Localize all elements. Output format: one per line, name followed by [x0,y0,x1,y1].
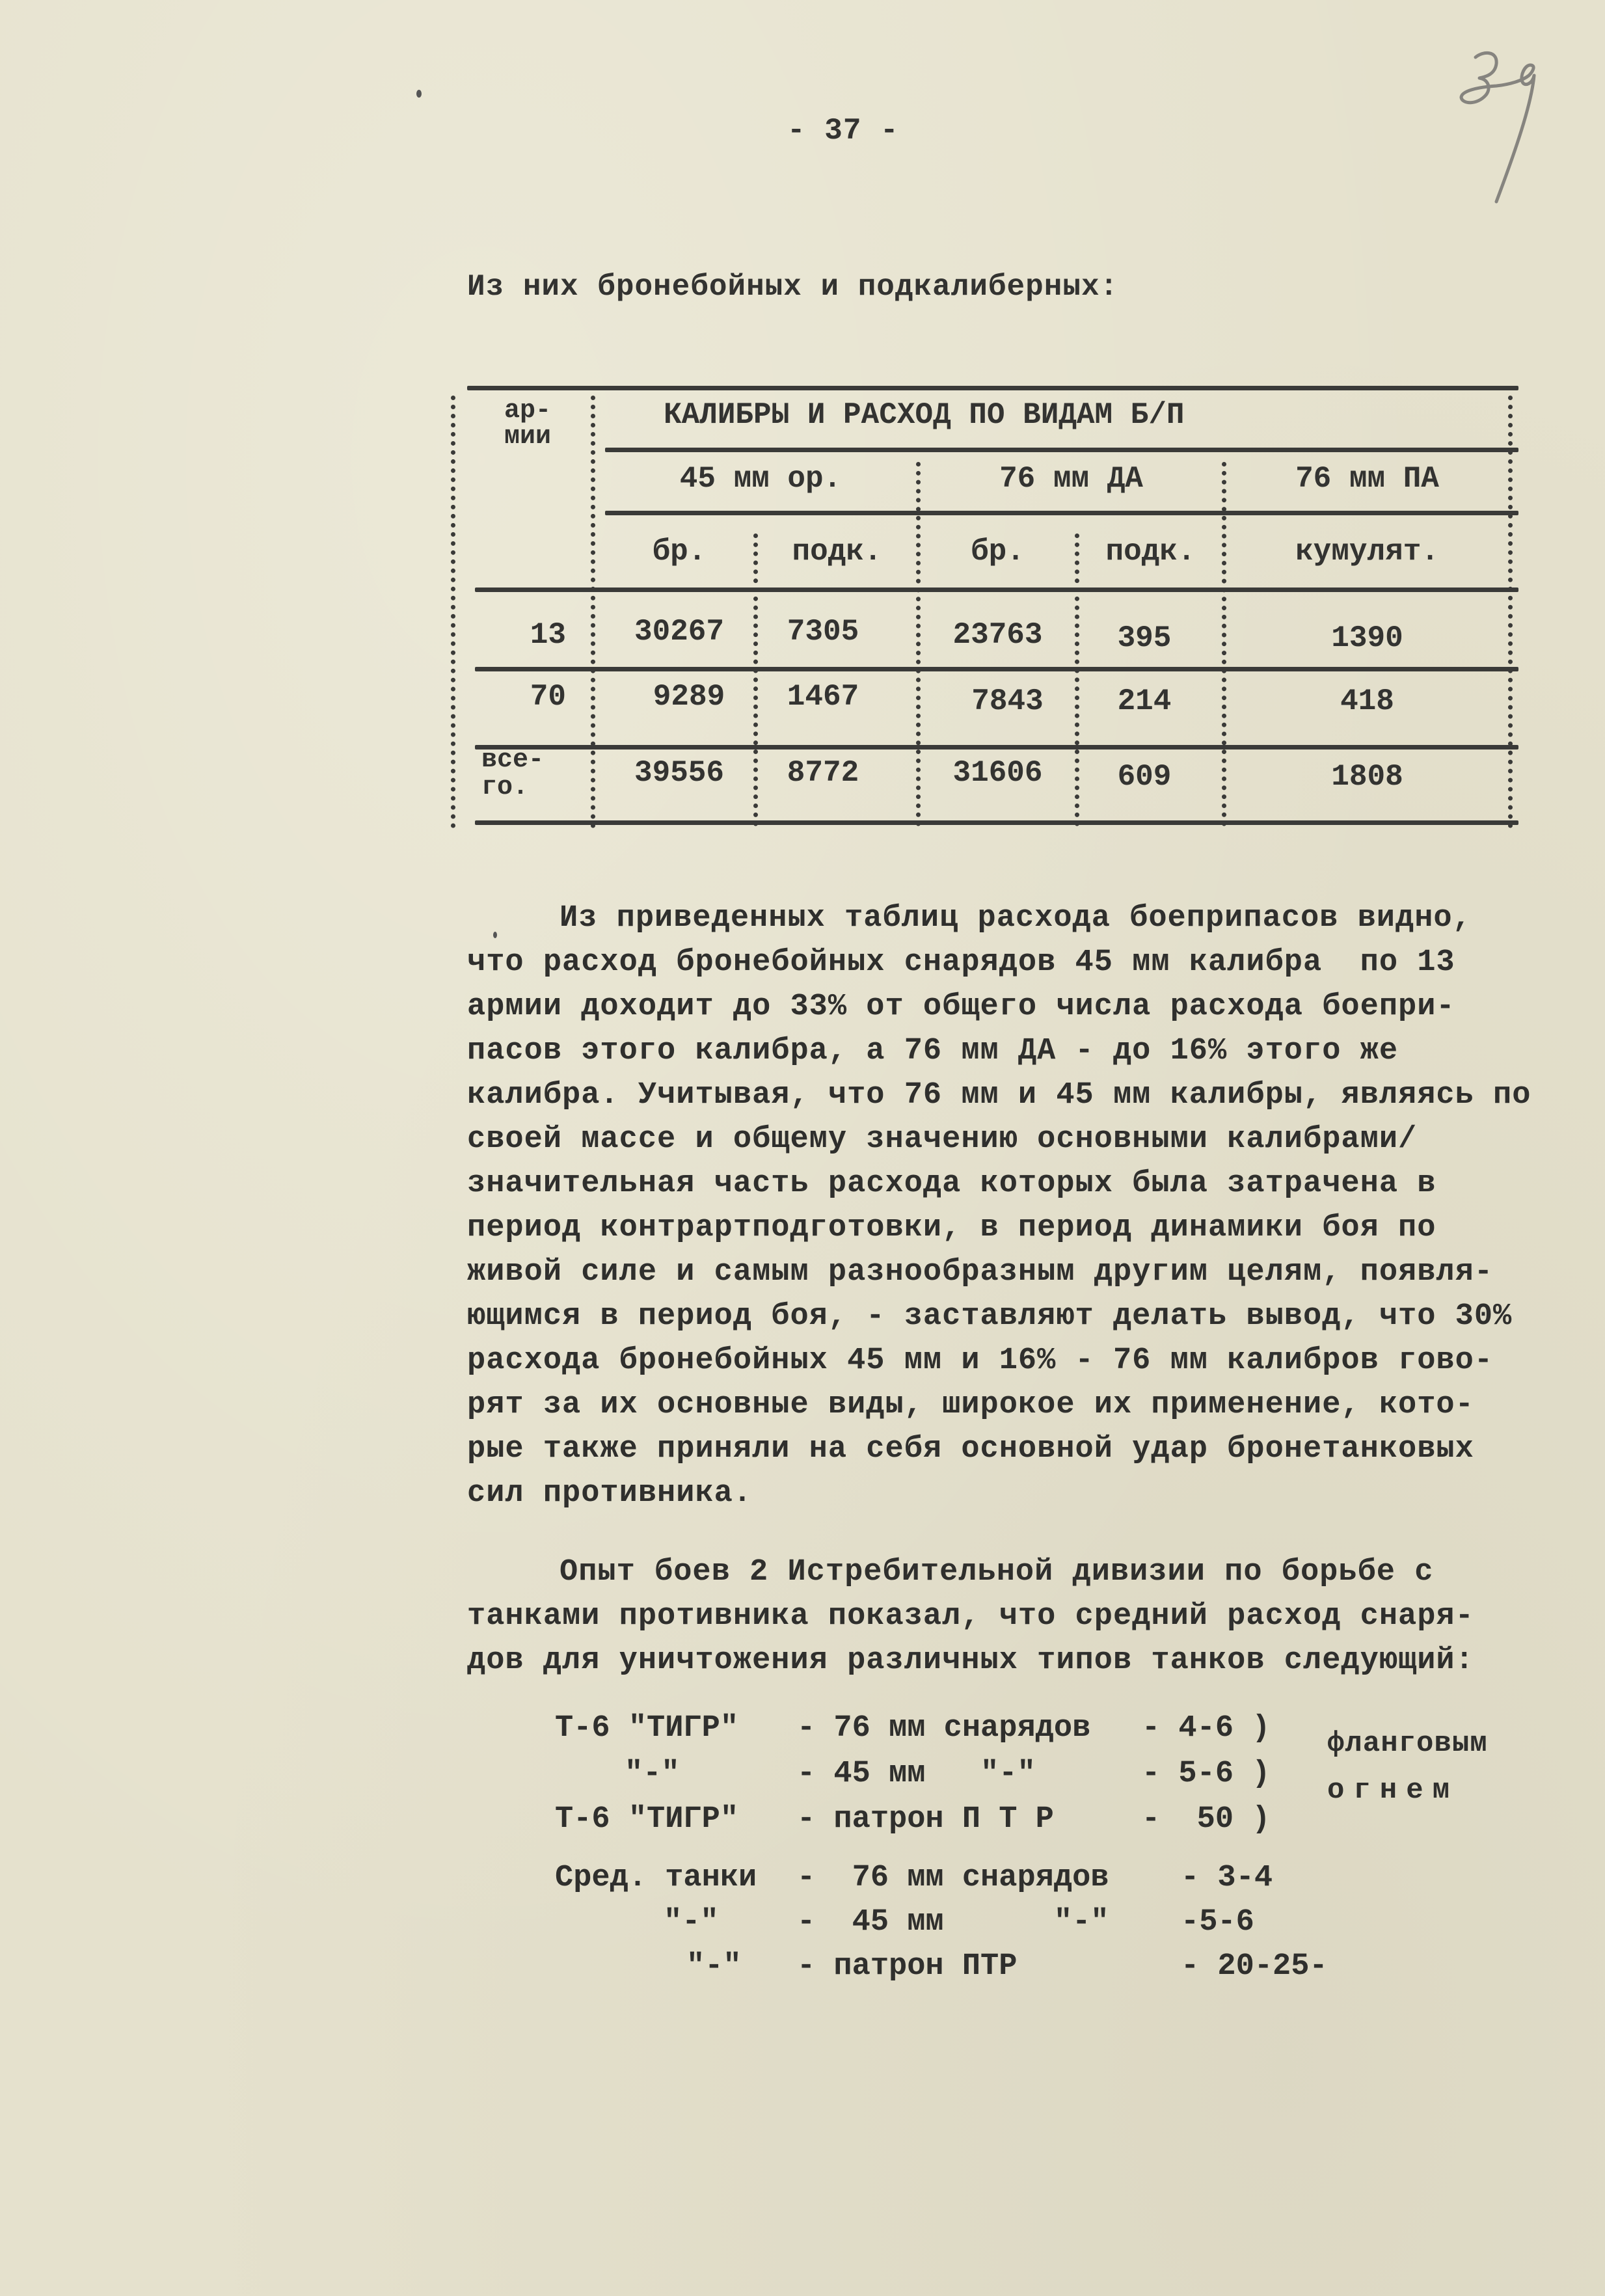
text-line: Из приведенных таблиц расхода боеприпасов видно, [560,901,1472,936]
table-rule-group [605,448,1518,452]
table-cell: 39556 [634,756,725,790]
table-border-right [1508,396,1513,828]
table-rule-row [475,667,1518,671]
text-line: рят за их основные виды, широкое их применение, кото- [467,1388,1474,1422]
table-cell: 1390 [1331,621,1403,655]
table-divider [916,462,921,826]
text-line: калибра. Учитывая, что 76 мм и 45 мм калибры, являясь по [467,1078,1531,1113]
caliber-header: 45 мм ор. [679,462,842,496]
table-rule-top [467,386,1518,390]
list-target: "-" [625,1757,680,1791]
group-header: КАЛИБРЫ И РАСХОД ПО ВИДАМ Б/П [664,398,1185,432]
tiger-note: фланговым [1327,1727,1488,1760]
list-weapon: - 76 мм снарядов [797,1861,1109,1895]
list-target: Сред. танки [555,1861,757,1895]
text-line: рые также приняли на себя основной удар бронетанковых [467,1432,1474,1466]
table-cell: 31606 [952,756,1043,790]
army-header: ар- мии [504,396,552,452]
list-target: Т-6 "ТИГР" [555,1711,739,1746]
table-cell: 1808 [1331,760,1403,794]
table-rule-caliber [605,511,1518,515]
table-border-left [451,396,455,828]
text-line: дов для уничтожения различных типов танков следующий: [467,1643,1474,1678]
table-cell: 30267 [634,615,725,649]
table-cell: 23763 [952,618,1043,652]
table-cell: 418 [1340,684,1394,718]
table-cell: 9289 [653,680,725,714]
tiger-note: огнем [1327,1774,1459,1807]
table-cell: 395 [1117,621,1172,655]
table-divider [1075,533,1079,826]
list-weapon: - патрон П Т Р [797,1802,1054,1837]
table-cell: 7305 [787,615,859,649]
ammo-table [0,0,1605,846]
text-line: сил противника. [467,1476,753,1511]
caliber-header: 76 мм ДА [999,462,1143,496]
paper-speck [493,932,497,938]
page-number: - 37 - [787,114,899,148]
text-line: расхода бронебойных 45 мм и 16% - 76 мм калибров гово- [467,1344,1494,1378]
text-line: армии доходит до 33% от общего числа расхода боепри- [467,990,1455,1024]
text-line: период контрартподготовки, в период динамики боя по [467,1211,1436,1245]
table-cell: 8772 [787,756,859,790]
row-army: 13 [530,618,566,652]
table-rule-bottom [475,820,1518,825]
list-target: Т-6 "ТИГР" [555,1802,739,1837]
list-amount: - 20-25- [1181,1949,1328,1984]
column-header: бр. [652,535,707,569]
table-cell: 609 [1117,760,1172,794]
list-weapon: - 45 мм "-" [797,1905,1109,1939]
column-header: кумулят. [1295,535,1439,569]
table-cell: 214 [1117,684,1172,718]
column-header: бр. [971,535,1025,569]
list-amount: -5-6 [1181,1905,1254,1939]
text-line: танками противника показал, что средний расход снаря- [467,1599,1474,1634]
text-line: значительная часть расхода которых была затрачена в [467,1167,1436,1201]
list-weapon: - 45 мм "-" [797,1757,1036,1791]
table-divider-army [591,396,595,828]
text-line: живой силе и самым разнообразным другим целям, появля- [467,1255,1494,1290]
list-target: "-" [664,1905,719,1939]
table-rule-row [475,745,1518,750]
list-amount: - 50 ) [1142,1802,1271,1837]
list-target: "-" [686,1949,742,1984]
row-army: 70 [530,680,566,714]
list-amount: - 5-6 ) [1142,1757,1271,1791]
column-header: подк. [1105,535,1196,569]
text-line: пасов этого калибра, а 76 мм ДА - до 16% этого же [467,1034,1399,1068]
intro-line: Из них бронебойных и подкалиберных: [467,270,1119,304]
table-rule-header-bottom [475,588,1518,592]
table-cell: 1467 [787,680,859,714]
text-line: ющимся в период боя, - заставляют делать вывод, что 30% [467,1299,1513,1334]
table-cell: 7843 [971,684,1044,718]
list-amount: - 3-4 [1181,1861,1273,1895]
text-line: Опыт боев 2 Истребительной дивизии по борьбе с [560,1555,1434,1589]
row-army-total: все- го. [481,746,545,802]
text-line: что расход бронебойных снарядов 45 мм калибра по 13 [467,945,1455,980]
list-weapon: - 76 мм снарядов [797,1711,1091,1746]
list-weapon: - патрон ПТР [797,1949,1018,1984]
list-amount: - 4-6 ) [1142,1711,1271,1746]
text-line: своей массе и общему значению основными калибрами/ [467,1122,1418,1157]
caliber-header: 76 мм ПА [1295,462,1439,496]
column-header: подк. [792,535,882,569]
table-divider [1222,462,1226,826]
